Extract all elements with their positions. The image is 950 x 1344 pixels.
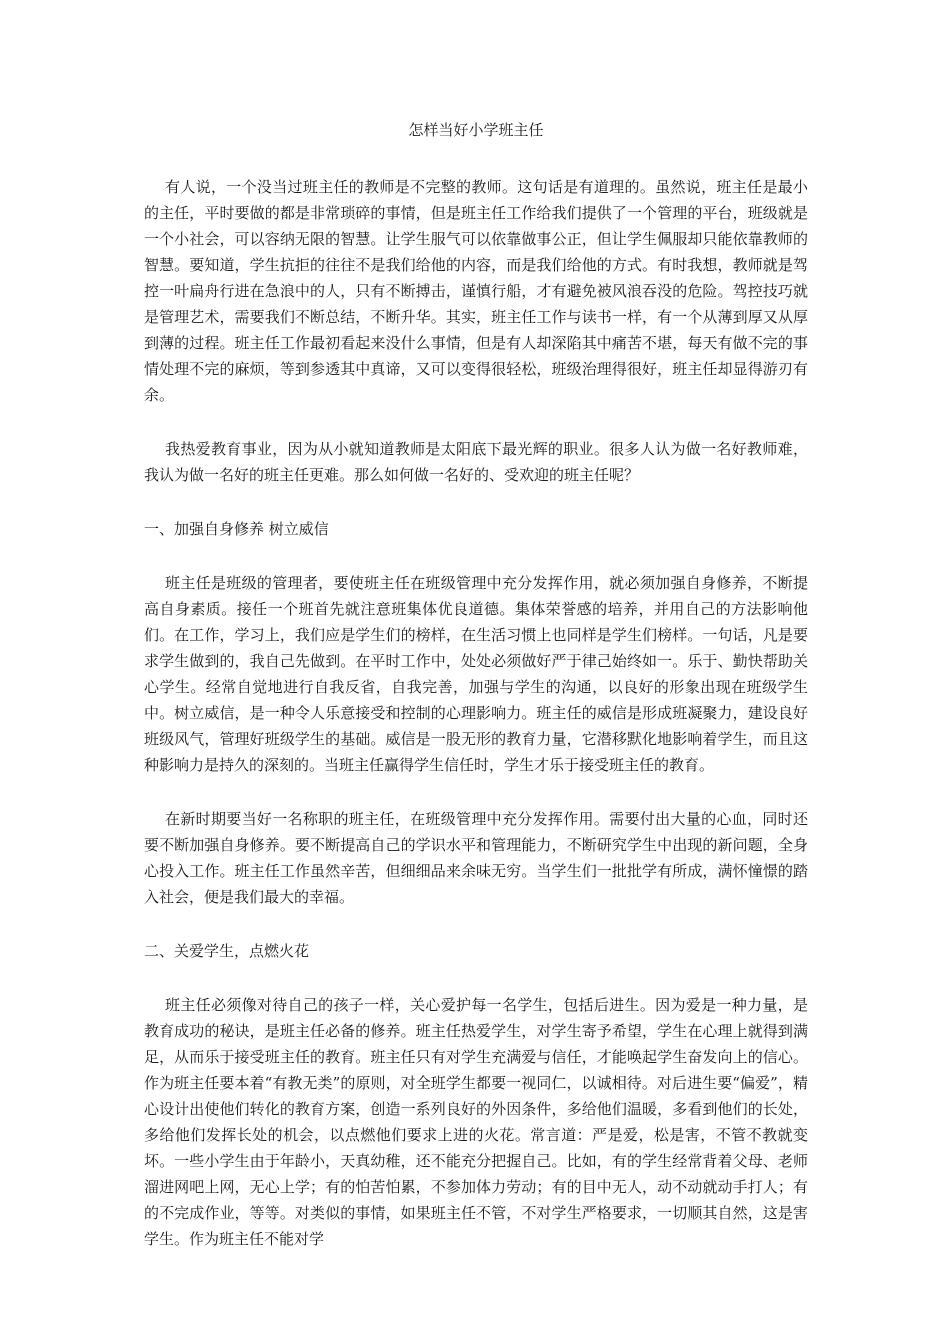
paragraph: 在新时期要当好一名称职的班主任，在班级管理中充分发挥作用。需要付出大量的心血，同时还要不断加强自身修养。要不断提高自己的学识水平和管理能力，不断研究学生中出现的新问题，全身心投入工作。班主任工作虽然辛苦，但细细品来余味无穷。当学生们一批批学有所成，满怀憧憬的踏入社会，便是我们最大的幸福。: [144, 810, 808, 906]
paragraph: 我热爱教育事业，因为从小就知道教师是太阳底下最光辉的职业。很多人认为做一名好教师难，我认为做一名好的班主任更难。那么如何做一名好的、受欢迎的班主任呢？: [144, 440, 808, 484]
paragraph: 有人说，一个没当过班主任的教师是不完整的教师。这句话是有道理的。虽然说，班主任是最小的主任，平时要做的都是非常琐碎的事情，但是班主任工作给我们提供了一个管理的平台，班级就是一个小社会，可以容纳无限的智慧。让学生服气可以依靠做事公正，但让学生佩服却只能依靠教师的智慧。要知道，学生抗拒的往往不是我们给他的内容，而是我们给他的方式。有时我想，教师就是驾控一叶扁舟行进在急浪中的人，只有不断搏击，谨慎行船，才有避免被风浪吞没的危险。驾控技巧就是管理艺术，需要我们不断总结，不断升华。其实，班主任工作与读书一样，有一个从薄到厚又从厚到薄的过程。班主任工作最初看起来没什么事情，但是有人却深陷其中痛苦不堪，每天有做不完的事情处理不完的麻烦，等到参透其中真谛，又可以变得很轻松，班级治理得很好，班主任却显得游刃有余。: [144, 178, 808, 404]
section-heading: 二、关爱学生，点燃火花: [144, 942, 310, 960]
section-heading: 一、加强自身修养 树立威信: [144, 520, 329, 538]
paragraph: 班主任必须像对待自己的孩子一样，关心爱护每一名学生，包括后进生。因为爱是一种力量，是教育成功的秘诀，是班主任必备的修养。班主任热爱学生，对学生寄予希望，学生在心理上就得到满足，从而乐于接受班主任的教育。班主任只有对学生充满爱与信任，才能唤起学生奋发向上的信心。作为班主任要本着“有教无类”的原则，对全班学生都要一视同仁，以诚相待。对后进生要“偏爱”，精心设计出使他们转化的教育方案，创造一系列良好的外因条件，多给他们温暖，多看到他们的长处，多给他们发挥长处的机会，以点燃他们要求上进的火花。常言道：严是爱，松是害，不管不教就变坏。一些小学生由于年龄小，天真幼稚，还不能充分把握自己。比如，有的学生经常背着父母、老师溜进网吧上网，无心上学；有的怕苦怕累，不参加体力劳动；有的目中无人，动不动就动手打人；有的不完成作业，等等。对类似的事情，如果班主任不管，不对学生严格要求，一切顺其自然，这是害学生。作为班主任不能对学: [144, 996, 808, 1248]
document-title: 怎样当好小学班主任: [408, 121, 544, 139]
document-page: [144, 118, 808, 1280]
paragraph: 班主任是班级的管理者，要使班主任在班级管理中充分发挥作用，就必须加强自身修养，不断提高自身素质。接任一个班首先就注意班集体优良道德。集体荣誉感的培养，并用自己的方法影响他们。在工作，学习上，我们应是学生们的榜样，在生活习惯上也同样是学生们榜样。一句话，凡是要求学生做到的，我自己先做到。在平时工作中，处处必须做好严于律己始终如一。乐于、勤快帮助关心学生。经常自觉地进行自我反省，自我完善，加强与学生的沟通，以良好的形象出现在班级学生中。树立威信，是一种令人乐意接受和控制的心理影响力。班主任的威信是形成班凝聚力，建设良好班级风气，管理好班级学生的基础。威信是一股无形的教育力量，它潜移默化地影响着学生，而且这种影响力是持久的深刻的。当班主任赢得学生信任时，学生才乐于接受班主任的教育。: [144, 574, 808, 774]
